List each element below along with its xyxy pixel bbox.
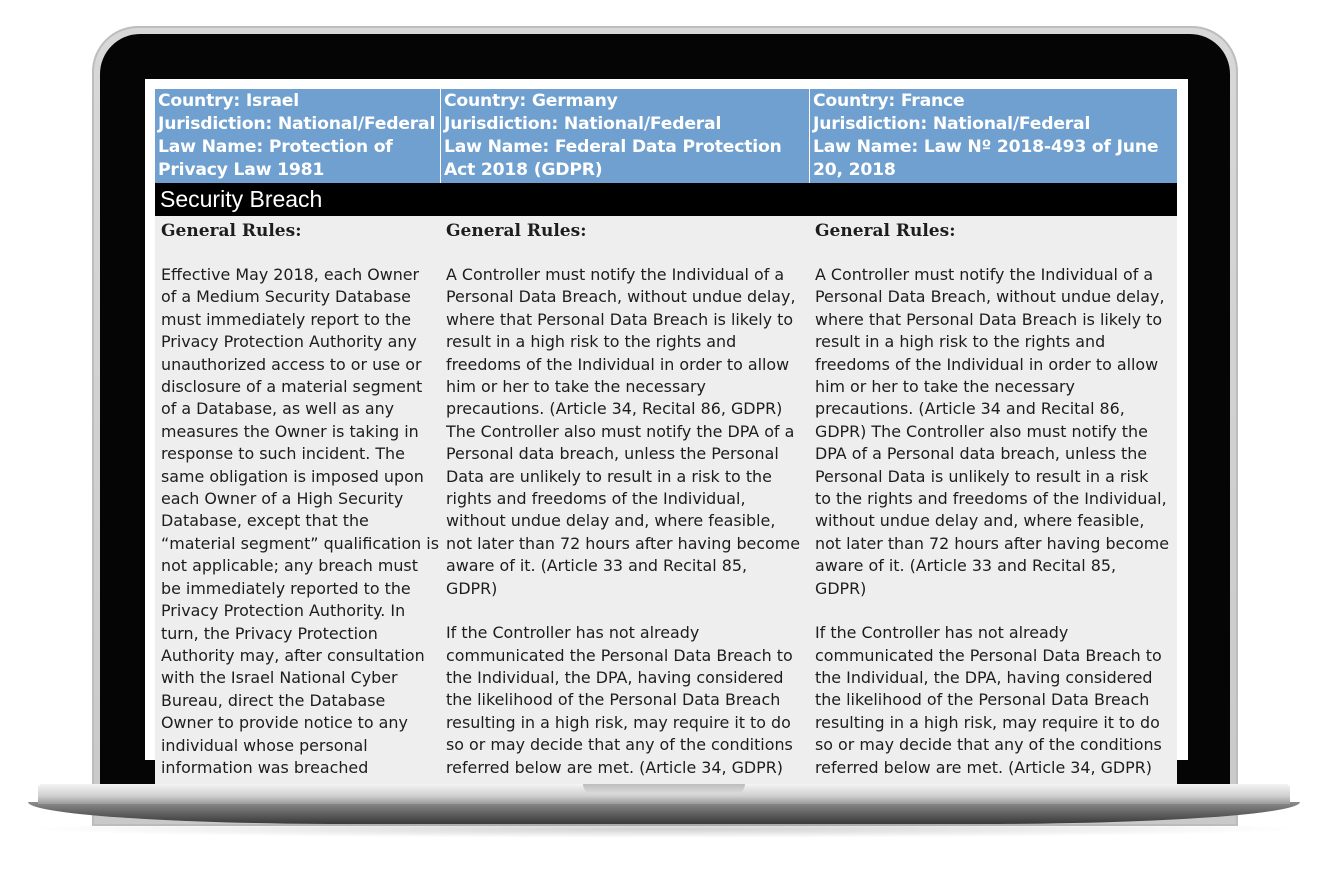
general-rules-heading: General Rules: [161,221,302,241]
header-jurisdiction: Jurisdiction: National/Federal [444,114,722,134]
table-header-row [155,89,1177,183]
laptop-screen [145,79,1188,777]
header-law-name: Law Name: Protection of [158,137,393,157]
header-jurisdiction: Jurisdiction: National/Federal [158,114,436,134]
rules-paragraph: If the Controller has not already communicated the Personal Data Breach to the Individual, the DPA, having considered the likelihood of the Personal Data Breach resulting in a high risk, may require it to do so or may decide that any of the conditions referred below are met. (Article 34, GDPR) [815,623,1162,777]
laptop-notch [583,784,745,794]
body-cell-germany [441,216,810,801]
rules-paragraph: A Controller must notify the Individual of a Personal Data Breach, without undue delay, where that Personal Data Breach is likely to result in a high risk to the rights and freedoms of the Individual in order to allow him or her to take the necessary precautions. (Article 34 and Recital 86, GDPR) The Controller also must notify the DPA of a Personal data breach, unless the Personal Data is unlikely to result in a risk to the rights and freedoms of the Individual, without undue delay and, where feasible, not later than 72 hours after having become aware of it. (Article 33 and Recital 85, GDPR) [815,265,1170,598]
header-country: Country: France [813,91,965,111]
general-rules-heading: General Rules: [815,221,956,241]
header-cell-israel [155,89,441,183]
header-country: Country: Israel [158,91,299,111]
rules-paragraph: If the Controller has not already communicated the Personal Data Breach to the Individual, the DPA, having considered the likelihood of the Personal Data Breach resulting in a high risk, may require it to do so or may decide that any of the conditions referred below are met. (Article 34, GDPR) [446,623,793,777]
header-law-name-cont: Act 2018 (GDPR) [444,160,603,180]
header-cell-germany [441,89,810,183]
comparison-table [155,89,1177,777]
body-cell-france [810,216,1177,801]
header-law-name: Law Name: Federal Data Protection [444,137,782,157]
rules-paragraph: Effective May 2018, each Owner of a Medium Security Database must immediately report to the Privacy Protection Authority any unauthorized access to or use or disclosure of a material segment of a Database, as well as any measures the Owner is taking in response to such incident. The same obligation is imposed upon each Owner of a High Security Database, except that the “material segment” qualification is not applicable; any breach must be immediately reported to the Privacy Protection Authority. In turn, the Privacy Protection Authority may, after consultation with the Israel National Cyber Bureau, direct the Database Owner to provide notice to any individual whose personal information was breached [161,265,439,777]
laptop-base-bottom [28,802,1300,824]
body-cell-israel [155,216,441,801]
header-law-name-cont: 20, 2018 [813,160,896,180]
header-jurisdiction: Jurisdiction: National/Federal [813,114,1091,134]
general-rules-heading: General Rules: [446,221,587,241]
rules-paragraph: A Controller must notify the Individual of a Personal Data Breach, without undue delay, where that Personal Data Breach is likely to result in a high risk to the rights and freedoms of the Individual in order to allow him or her to take the necessary precautions. (Article 34, Recital 86, GDPR) The Controller also must notify the DPA of a Personal data breach, unless the Personal Data are unlikely to result in a risk to the rights and freedoms of the Individual, without undue delay and, where feasible, not later than 72 hours after having become aware of it. (Article 33 and Recital 85, GDPR) [446,265,801,598]
header-law-name: Law Name: Law Nº 2018-493 of June [813,137,1159,157]
header-country: Country: Germany [444,91,618,111]
table-body-row [155,216,1177,801]
header-cell-france [810,89,1177,183]
header-law-name-cont: Privacy Law 1981 [158,160,325,180]
section-title: Security Breach [155,183,1177,216]
